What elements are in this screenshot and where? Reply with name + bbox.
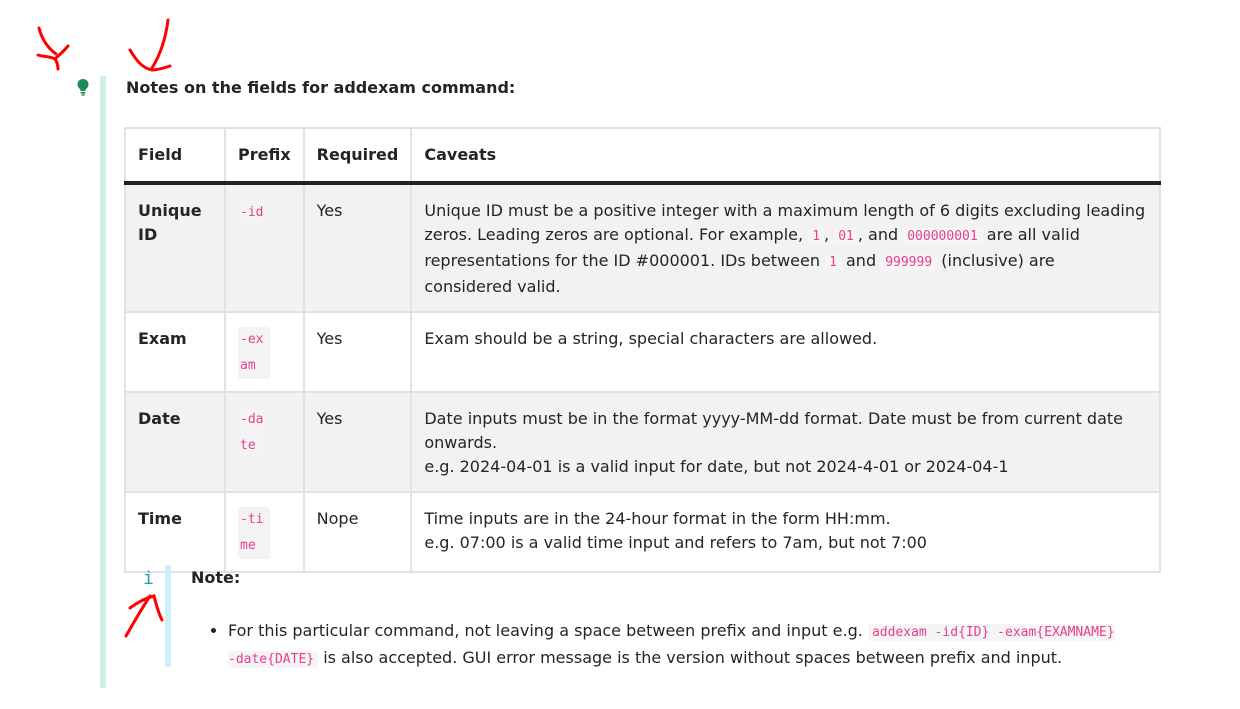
required-cell: Nope — [304, 492, 412, 572]
caveat-text: , — [824, 225, 830, 244]
inline-code: 000000001 — [903, 228, 981, 245]
inline-code: 1 — [808, 228, 824, 245]
field-cell: Exam — [125, 312, 225, 392]
lightbulb-icon — [76, 78, 90, 96]
required-cell: Yes — [304, 312, 412, 392]
prefix-cell — [225, 392, 304, 492]
note-title: Note: — [191, 568, 241, 587]
caveat-line: e.g. 07:00 is a valid time input and refers to 7am, but not 7:00 — [424, 533, 927, 552]
caveat-cell — [411, 183, 1160, 312]
tip-left-border — [100, 76, 106, 688]
caveat-text: and — [846, 251, 877, 270]
caveat-text: Unique ID must be a positive integer with a maximum length of 6 digits excluding leading zeros. Leading zeros are optional. For example, — [424, 201, 1146, 244]
table-row — [125, 392, 1160, 492]
note-left-border — [165, 565, 171, 667]
caveat-text: are all valid representations for the ID #000001. IDs between — [424, 225, 1080, 270]
prefix-code: -time — [238, 507, 270, 559]
note-text: For this particular command, not leaving a space between prefix and input e.g. — [228, 621, 863, 640]
caveat-cell — [411, 492, 1160, 572]
inline-code: 999999 — [881, 254, 936, 271]
prefix-cell — [225, 312, 304, 392]
table-row — [125, 183, 1160, 312]
caveat-line: Date inputs must be in the format yyyy-MM-dd format. Date must be from current date onwards. — [424, 409, 1123, 452]
header-caveats: Caveats — [411, 128, 1160, 183]
note-text: is also accepted. GUI error message is the version without spaces between prefix and input. — [323, 648, 1063, 667]
table-row — [125, 312, 1160, 392]
info-icon: i — [143, 568, 154, 589]
table-header-row — [125, 128, 1160, 183]
field-cell: Date — [125, 392, 225, 492]
required-cell: Yes — [304, 183, 412, 312]
prefix-cell — [225, 492, 304, 572]
annotation-arrow-top — [122, 14, 182, 76]
field-cell: Time — [125, 492, 225, 572]
note-list — [208, 618, 1118, 672]
caveat-cell — [411, 392, 1160, 492]
prefix-code: -exam — [238, 327, 270, 379]
caveat-text: (inclusive) are considered valid. — [424, 251, 1055, 296]
annotation-arrow-bottom — [120, 588, 170, 640]
caveat-cell: Exam should be a string, special characters are allowed. — [411, 312, 1160, 392]
prefix-code: -id — [238, 200, 265, 226]
caveat-line: e.g. 2024-04-01 is a valid input for date, but not 2024-4-01 or 2024-04-1 — [424, 457, 1009, 476]
inline-code: 1 — [825, 254, 841, 271]
annotation-arrow-top-left — [30, 22, 80, 72]
header-field: Field — [125, 128, 225, 183]
required-cell: Yes — [304, 392, 412, 492]
field-cell: Unique ID — [125, 183, 225, 312]
inline-code: addexam -id{ID} -exam{EXAMNAME} -date{DATE} — [228, 625, 1115, 667]
header-prefix: Prefix — [225, 128, 304, 183]
fields-table — [124, 127, 1161, 573]
table-row — [125, 492, 1160, 572]
header-required: Required — [304, 128, 412, 183]
inline-code: 01 — [834, 228, 858, 245]
prefix-code: -date — [238, 407, 270, 459]
caveat-line: Time inputs are in the 24-hour format in the form HH:mm. — [424, 509, 891, 528]
list-item — [228, 618, 1118, 672]
tip-title: Notes on the fields for addexam command: — [126, 78, 516, 97]
prefix-cell — [225, 183, 304, 312]
caveat-text: , and — [857, 225, 899, 244]
